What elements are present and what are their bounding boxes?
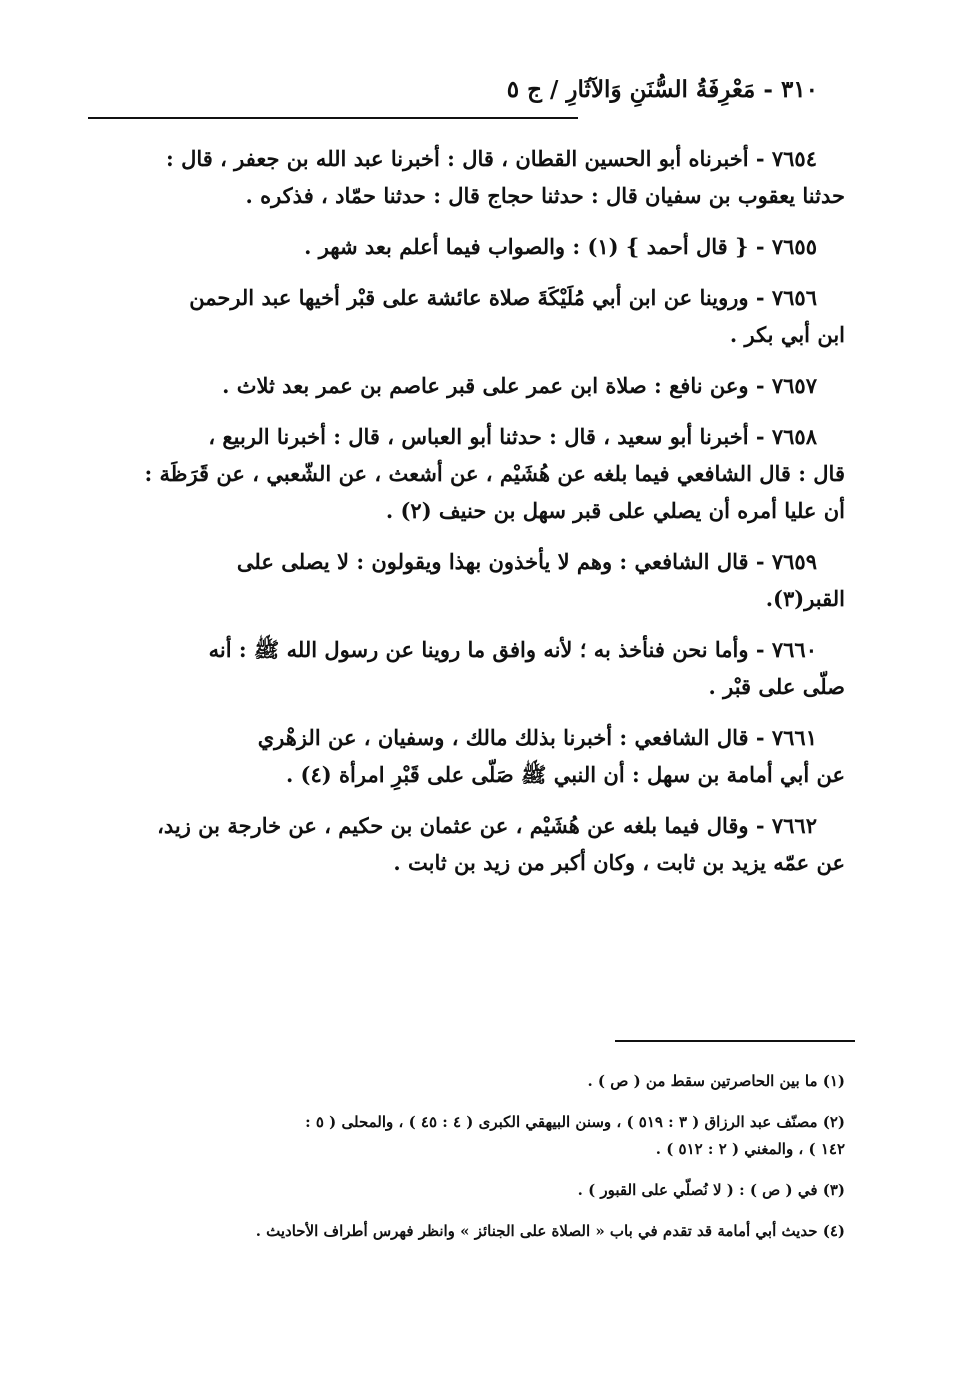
text-line: ٧٦٥٤ - أخبرناه أبو الحسين القطان ، قال : أخبرنا عبد الله بن جعفر ، قال :	[166, 146, 817, 171]
footnote-line: (٤) حديث أبي أمامة قد تقدم في باب « الصلاة على الجنائز » وانظر فهرس أطراف الأحاديث .	[255, 1222, 845, 1240]
paragraph-7654	[100, 140, 845, 214]
text-line: ٧٦٥٧ - وعن نافع : صلاة ابن عمر على قبر عاصم بن عمر بعد ثلاث .	[222, 373, 817, 398]
text-line: ابن أبي بكر .	[729, 322, 845, 347]
paragraph-7661	[100, 719, 845, 793]
footnote-1	[110, 1068, 845, 1095]
paragraph-7656	[100, 279, 845, 353]
header-rule	[88, 117, 578, 119]
footnote-line: (٣) في ( ص ) : ( لا نُصلّي على القبور ) .	[577, 1181, 845, 1199]
text-line: ٧٦٦١ - قال الشافعي : أخبرنا بذلك مالك ، وسفيان ، عن الزهْري	[257, 725, 817, 750]
running-header: ٣١٠ - مَعْرِفَةُ السُّنَنِ وَالآثَارِ / ج ٥	[506, 76, 818, 103]
footnote-line: (٢) مصنّف عبد الرزاق ( ٣ : ٥١٩ ) ، وسنن البيهقي الكبرى ( ٤ : ٤٥ ) ، والمحلى ( ٥ :	[305, 1113, 845, 1131]
text-line: القبر(٣).	[765, 586, 845, 611]
paragraph-7655	[100, 228, 845, 265]
footnote-rule	[615, 1040, 855, 1042]
footnote-4	[110, 1218, 845, 1245]
text-line: ٧٦٦٢ - وقال فيما بلغه عن هُشَيْم ، عن عثمان بن حكيم ، عن خارجة بن زيد،	[157, 813, 817, 838]
footnote-2	[110, 1109, 845, 1163]
paragraph-7662	[100, 807, 845, 881]
footnote-line: (١) ما بين الحاصرتين سقط من ( ص ) .	[587, 1072, 845, 1090]
text-line: حدثنا يعقوب بن سفيان قال : حدثنا حجاج قال : حدثنا حمّاد ، فذكره .	[245, 183, 845, 208]
footnote-3	[110, 1177, 845, 1204]
paragraph-7660	[100, 631, 845, 705]
text-line: عن أبي أمامة بن سهل : أن النبي ﷺ صَلّى على قَبْرِ امرأة (٤) .	[285, 762, 845, 787]
text-line: ٧٦٥٦ - وروينا عن ابن أبي مُلَيْكَةَ صلاة عائشة على قبْر أخيها عبد الرحمن	[189, 285, 817, 310]
text-line: صلّى على قبْر .	[708, 674, 845, 699]
paragraph-7657	[100, 367, 845, 404]
text-line: أن عليا أمره أن يصلي على قبر سهل بن حنيف (٢) .	[385, 498, 845, 523]
footnote-line: ١٤٢ ) ، والمغني ( ٢ : ٥١٢ ) .	[655, 1140, 845, 1158]
text-line: عن عمّه يزيد بن ثابت ، وكان أكبر من زيد بن ثابت .	[393, 850, 845, 875]
main-text	[100, 140, 845, 895]
text-line: ٧٦٦٠ - وأما نحن فنأخذ به ؛ لأنه وافق ما روينا عن رسول الله ﷺ : أنه	[208, 637, 817, 662]
paragraph-7659	[100, 543, 845, 617]
text-line: ٧٦٥٨ - أخبرنا أبو سعيد ، قال : حدثنا أبو العباس ، قال : أخبرنا الربيع ،	[208, 424, 817, 449]
footnotes	[110, 1068, 845, 1259]
paragraph-7658	[100, 418, 845, 529]
text-line: ٧٦٥٩ - قال الشافعي : وهم لا يأخذون بهذا ويقولون : لا يصلى على	[236, 549, 817, 574]
text-line: قال : قال الشافعي فيما بلغه عن هُشَيْم ، عن أشعث ، عن الشّعبي ، عن قَرَظَة :	[144, 461, 845, 486]
text-line: ٧٦٥٥ - { قال أحمد } (١) : والصواب فيما أعلم بعد شهر .	[304, 234, 817, 259]
